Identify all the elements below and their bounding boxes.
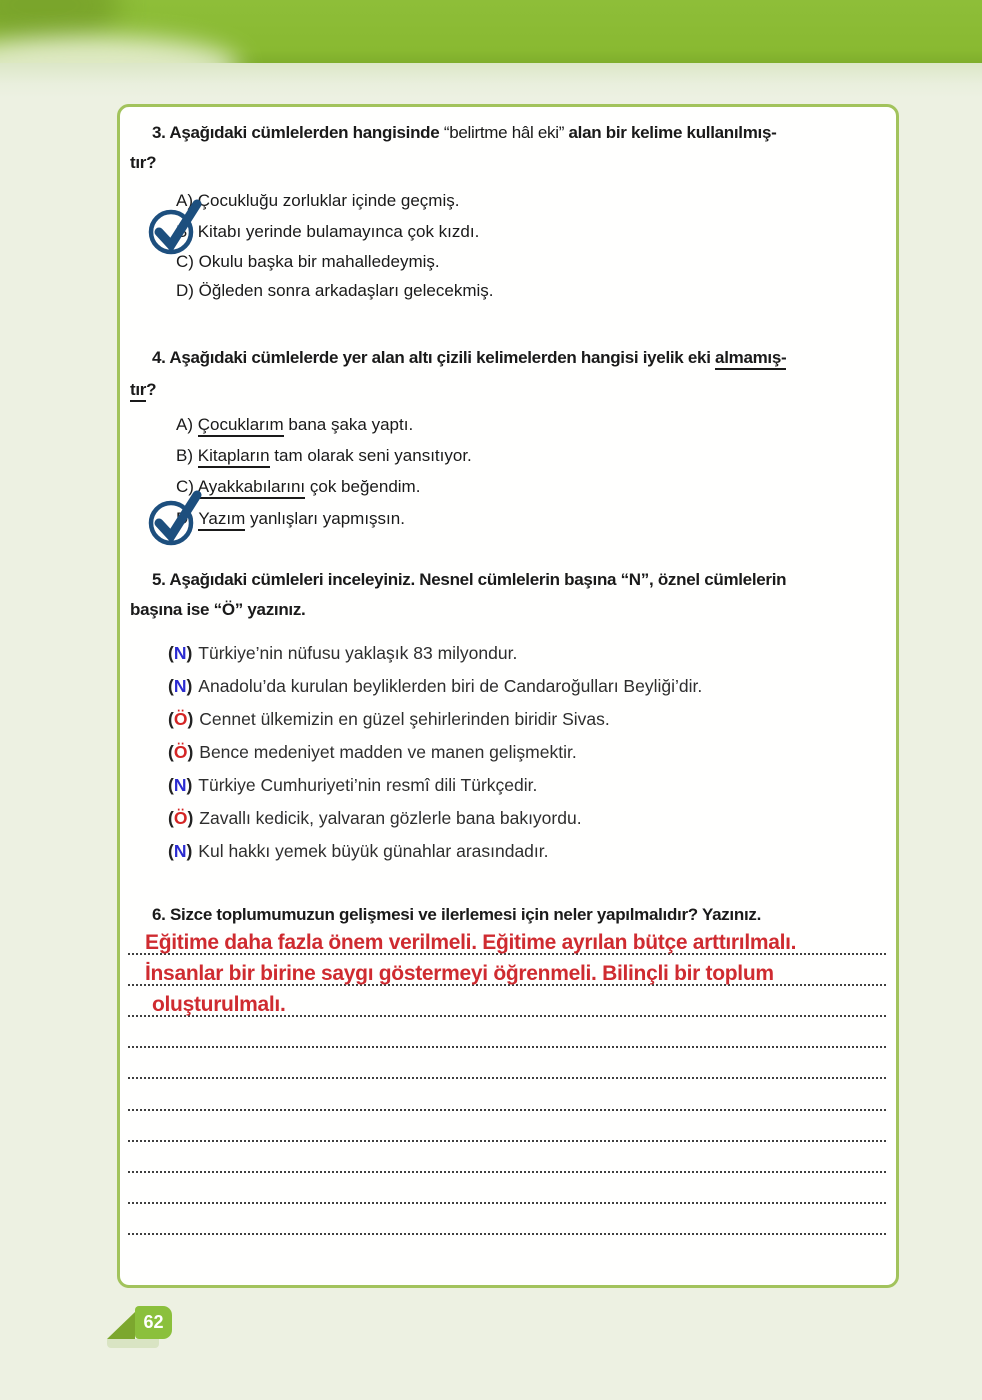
q5-item-7 bbox=[168, 841, 549, 862]
option-d-underlined-word: Yazım bbox=[198, 509, 245, 531]
option-b-letter: B) bbox=[176, 446, 198, 465]
answer-check-icon bbox=[146, 196, 206, 258]
option-d-rest: yanlışları yapmışsın. bbox=[245, 509, 405, 528]
q5-sentence: Türkiye Cumhuriyeti’nin resmî dili Türkçedir. bbox=[198, 775, 538, 795]
q5-item-2 bbox=[168, 676, 702, 697]
question-3-title-quoted: “belirtme hâl eki” bbox=[443, 123, 565, 142]
page-number-badge: 62 bbox=[135, 1306, 172, 1339]
paren-close: ) bbox=[186, 841, 193, 861]
q5-answer-label: N bbox=[173, 841, 187, 861]
paren-open: ( bbox=[168, 775, 174, 795]
answer-dotted-line bbox=[128, 1109, 886, 1111]
question-4-option-a bbox=[176, 415, 413, 435]
question-3-title-part2: alan bir kelime kullanılmış- bbox=[564, 123, 777, 142]
q5-answer-label: Ö bbox=[173, 709, 188, 729]
question-3-option-b: B) Kitabı yerinde bulamayınca çok kızdı. bbox=[176, 222, 480, 241]
question-3-option-d: D) Öğleden sonra arkadaşları gelecekmiş. bbox=[176, 281, 494, 300]
q5-item-4 bbox=[168, 742, 577, 763]
header-band-light-wedge bbox=[0, 36, 240, 63]
paren-close: ) bbox=[186, 643, 193, 663]
answer-dotted-line bbox=[128, 1077, 886, 1079]
option-c-letter: C) bbox=[176, 477, 198, 496]
question-4-option-c bbox=[176, 477, 420, 497]
paren-open: ( bbox=[168, 841, 174, 861]
q5-answer-label: Ö bbox=[173, 742, 188, 762]
question-3-title-part1: 3. Aşağıdaki cümlelerden hangisinde bbox=[152, 123, 444, 142]
option-c-rest: çok beğendim. bbox=[305, 477, 421, 496]
handwritten-answer-line2: İnsanlar bir birine saygı göstermeyi öğrenmeli. Bilinçli bir toplum bbox=[145, 962, 774, 985]
option-a-underlined-word: Çocuklarım bbox=[198, 415, 284, 437]
handwritten-answer-line3: oluşturulmalı. bbox=[152, 993, 286, 1016]
paren-open: ( bbox=[168, 742, 174, 762]
paren-close: ) bbox=[186, 676, 193, 696]
paren-open: ( bbox=[168, 676, 174, 696]
option-d-letter: D) bbox=[176, 509, 199, 528]
question-3-option-a: A) Çocukluğu zorluklar içinde geçmiş. bbox=[176, 191, 460, 210]
q5-item-1 bbox=[168, 643, 517, 664]
q5-answer-label: N bbox=[173, 676, 187, 696]
paren-close: ) bbox=[187, 808, 194, 828]
q5-answer-label: Ö bbox=[173, 808, 188, 828]
q5-item-3 bbox=[168, 709, 610, 730]
page-badge-shadow bbox=[107, 1339, 159, 1348]
q5-sentence: Anadolu’da kurulan beyliklerden biri de Candaroğulları Beyliği’dir. bbox=[198, 676, 703, 696]
answer-check-icon bbox=[146, 487, 206, 549]
paren-open: ( bbox=[168, 808, 174, 828]
q5-item-6 bbox=[168, 808, 582, 829]
q5-sentence: Cennet ülkemizin en güzel şehirlerinden biridir Sivas. bbox=[199, 709, 610, 729]
question-4-option-d bbox=[176, 509, 405, 529]
page-badge-flag-icon bbox=[107, 1312, 135, 1339]
paren-close: ) bbox=[186, 775, 193, 795]
question-3-title-line2: tır? bbox=[130, 153, 157, 172]
option-b-underlined-word: Kitapların bbox=[198, 446, 270, 468]
q5-answer-label: N bbox=[173, 775, 187, 795]
question-4-title-underlined: almamış- bbox=[715, 348, 786, 370]
answer-dotted-line bbox=[128, 1233, 886, 1235]
answer-dotted-line bbox=[128, 1140, 886, 1142]
handwritten-answer-line1: Eğitime daha fazla önem verilmeli. Eğitime ayrılan bütçe arttırılmalı. bbox=[145, 931, 797, 954]
header-band-fade bbox=[0, 63, 982, 98]
option-a-letter: A) bbox=[176, 415, 198, 434]
question-4-title-wrap-suffix: ? bbox=[146, 380, 157, 399]
q5-sentence: Bence medeniyet madden ve manen gelişmektir. bbox=[199, 742, 577, 762]
question-6-title: 6. Sizce toplumumuzun gelişmesi ve ilerlemesi için neler yapılmalıdır? Yazınız. bbox=[152, 905, 761, 924]
answer-dotted-line bbox=[128, 1202, 886, 1204]
question-4-title-line1 bbox=[152, 348, 786, 368]
option-b-rest: tam olarak seni yansıtıyor. bbox=[269, 446, 472, 465]
question-5-title-line2: başına ise “Ö” yazınız. bbox=[130, 600, 306, 619]
q5-sentence: Türkiye’nin nüfusu yaklaşık 83 milyondur. bbox=[198, 643, 518, 663]
header-band bbox=[0, 0, 982, 63]
question-4-title-line2 bbox=[130, 380, 156, 400]
q5-answer-label: N bbox=[173, 643, 187, 663]
paren-close: ) bbox=[187, 742, 194, 762]
option-a-rest: bana şaka yaptı. bbox=[283, 415, 414, 434]
question-4-option-b bbox=[176, 446, 472, 466]
question-3-option-c: C) Okulu başka bir mahalledeymiş. bbox=[176, 252, 440, 271]
question-4-title-wrap-underlined: tır bbox=[130, 380, 146, 402]
question-3-title-line1 bbox=[152, 123, 776, 143]
q5-item-5 bbox=[168, 775, 537, 796]
answer-dotted-line bbox=[128, 1046, 886, 1048]
option-c-underlined-word: Ayakkabılarını bbox=[198, 477, 305, 499]
answer-dotted-line bbox=[128, 1171, 886, 1173]
question-4-title-part1: 4. Aşağıdaki cümlelerde yer alan altı çizili kelimelerden hangisi iyelik eki bbox=[152, 348, 716, 367]
paren-open: ( bbox=[168, 709, 174, 729]
paren-open: ( bbox=[168, 643, 174, 663]
q5-sentence: Zavallı kedicik, yalvaran gözlerle bana bakıyordu. bbox=[199, 808, 582, 828]
q5-sentence: Kul hakkı yemek büyük günahlar arasındadır. bbox=[198, 841, 549, 861]
question-5-title-line1: 5. Aşağıdaki cümleleri inceleyiniz. Nesnel cümlelerin başına “N”, öznel cümlelerin bbox=[152, 570, 787, 589]
paren-close: ) bbox=[187, 709, 194, 729]
